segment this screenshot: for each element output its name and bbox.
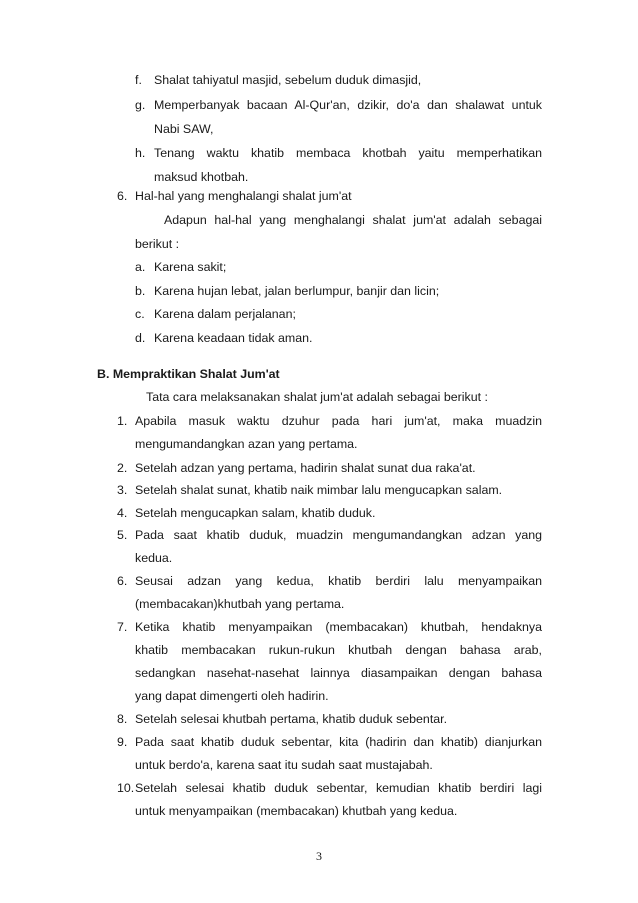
step-4-marker: 4. (117, 506, 128, 520)
step-7-text-3: sedangkan nasehat-nasehat lainnya diasampaikan dengan bahasa (135, 666, 542, 680)
item-6-paragraph-line-1 (164, 212, 542, 228)
step-10-line-2: untuk menyampaikan (membacakan) khutbah yang kedua. (135, 804, 458, 818)
list-item-h-line-2: maksud khotbah. (154, 170, 249, 184)
list-item-h-text-1: Tenang waktu khatib membaca khotbah yaitu memperhatikan (154, 146, 542, 160)
step-8-marker: 8. (117, 712, 128, 726)
item-6-sub-marker-b: b. (135, 284, 146, 298)
step-1-line-1 (135, 413, 542, 429)
step-2-line-1: Setelah adzan yang pertama, hadirin shalat sunat dua raka'at. (135, 461, 476, 475)
step-6-line-2: (membacakan)khutbah yang pertama. (135, 597, 345, 611)
step-6-text-1: Seusai adzan yang kedua, khatib berdiri lalu menyampaikan (135, 574, 542, 588)
page-number: 3 (316, 849, 322, 863)
step-7-line-2 (135, 642, 542, 658)
list-marker-f: f. (135, 73, 142, 87)
step-9-line-1 (135, 734, 542, 750)
item-6-sub-marker-a: a. (135, 260, 146, 274)
section-b-heading: B. Mempraktikan Shalat Jum'at (97, 367, 280, 381)
step-5-line-1 (135, 527, 542, 543)
step-5-line-2: kedua. (135, 551, 173, 565)
item-6-paragraph-line-2: berikut : (135, 237, 180, 251)
step-10-text-1: Setelah selesai khatib duduk sebentar, kemudian khatib berdiri lagi (135, 781, 542, 795)
item-6-sub-text-c: Karena dalam perjalanan; (154, 307, 296, 321)
step-1-marker: 1. (117, 414, 128, 428)
list-item-g-line-2: Nabi SAW, (154, 122, 214, 136)
step-10-marker: 10. (117, 781, 135, 795)
list-item-g-text-1: Memperbanyak bacaan Al-Qur'an, dzikir, do'a dan shalawat untuk (154, 98, 542, 112)
step-1-text-1: Apabila masuk waktu dzuhur pada hari jum'at, maka muadzin (135, 414, 542, 428)
list-marker-h: h. (135, 146, 146, 160)
step-7-text-1: Ketika khatib menyampaikan (membacakan) khutbah, hendaknya (135, 620, 542, 634)
step-7-marker: 7. (117, 620, 128, 634)
step-7-line-3 (135, 665, 542, 681)
step-1-line-2: mengumandangkan azan yang pertama. (135, 437, 358, 451)
step-8-line-1: Setelah selesai khutbah pertama, khatib duduk sebentar. (135, 712, 448, 726)
step-9-line-2: untuk berdo'a, karena saat itu sudah saat mustajabah. (135, 758, 433, 772)
list-item-h-line-1 (154, 145, 542, 161)
step-3-marker: 3. (117, 483, 128, 497)
item-6-marker: 6. (117, 189, 128, 203)
item-6-sub-text-a: Karena sakit; (154, 260, 227, 274)
step-10-line-1 (135, 780, 542, 796)
list-marker-g: g. (135, 98, 146, 112)
step-7-line-4: yang dapat dimengerti oleh hadirin. (135, 689, 329, 703)
step-7-text-2: khatib membacakan rukun-rukun khutbah dengan bahasa arab, (135, 643, 542, 657)
section-b-intro: Tata cara melaksanakan shalat jum'at adalah sebagai berikut : (146, 390, 488, 404)
step-5-text-1: Pada saat khatib duduk, muadzin mengumandangkan adzan yang (135, 528, 542, 542)
step-9-text-1: Pada saat khatib duduk sebentar, kita (hadirin dan khatib) dianjurkan (135, 735, 542, 749)
step-6-line-1 (135, 573, 542, 589)
step-5-marker: 5. (117, 528, 128, 542)
step-4-line-1: Setelah mengucapkan salam, khatib duduk. (135, 506, 376, 520)
step-3-line-1: Setelah shalat sunat, khatib naik mimbar lalu mengucapkan salam. (135, 483, 503, 497)
step-9-marker: 9. (117, 735, 128, 749)
list-item-f-text: Shalat tahiyatul masjid, sebelum duduk dimasjid, (154, 73, 422, 87)
step-6-marker: 6. (117, 574, 128, 588)
item-6-paragraph-text-1: Adapun hal-hal yang menghalangi shalat jum'at adalah sebagai (164, 213, 542, 227)
item-6-sub-marker-d: d. (135, 331, 146, 345)
item-6-sub-text-d: Karena keadaan tidak aman. (154, 331, 313, 345)
item-6-sub-marker-c: c. (135, 307, 145, 321)
step-7-line-1 (135, 619, 542, 635)
step-2-marker: 2. (117, 461, 128, 475)
item-6-sub-text-b: Karena hujan lebat, jalan berlumpur, banjir dan licin; (154, 284, 440, 298)
item-6-title: Hal-hal yang menghalangi shalat jum'at (135, 189, 352, 203)
list-item-g-line-1 (154, 97, 542, 113)
